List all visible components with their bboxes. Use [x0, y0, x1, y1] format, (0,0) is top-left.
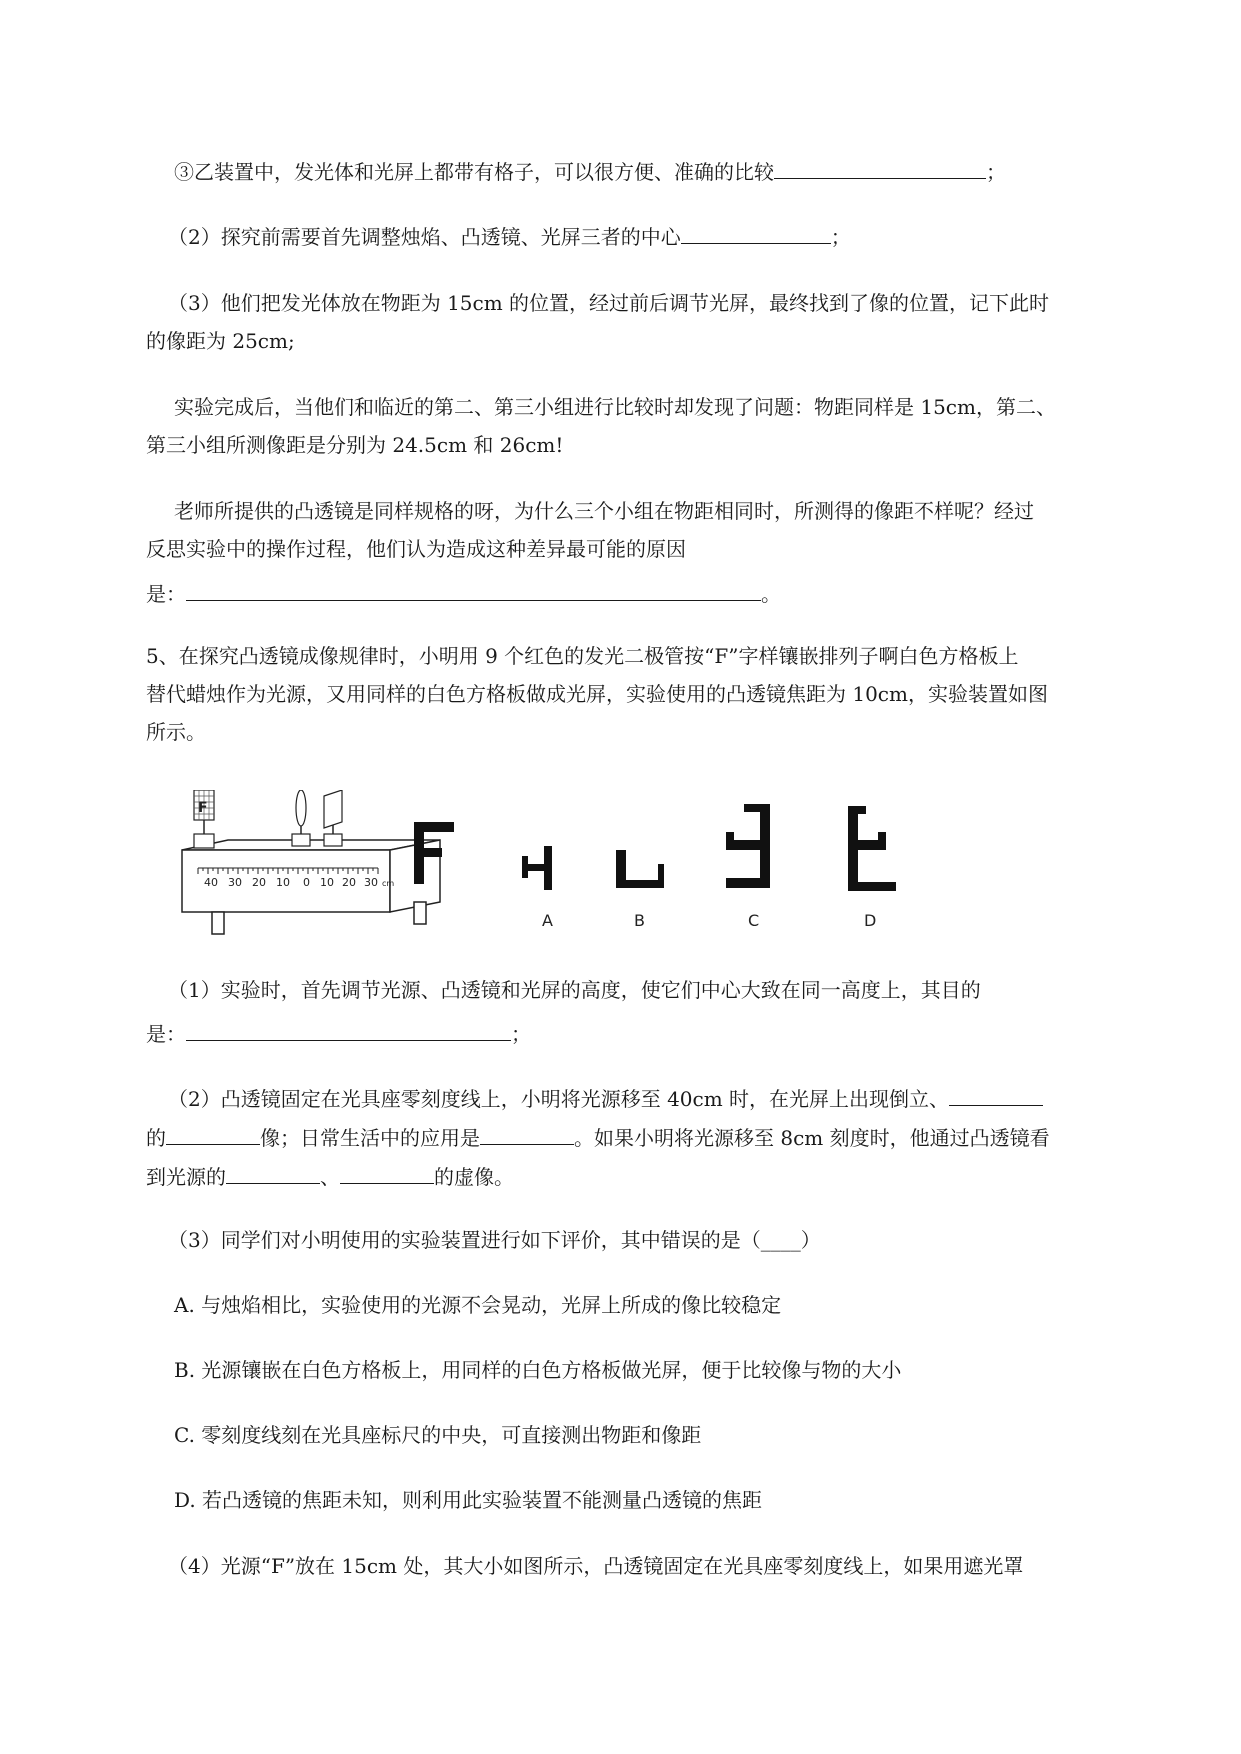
sub3-text: ） — [800, 1228, 821, 1252]
ruler-tick-label: 10 — [320, 876, 334, 889]
sub2-text: 的虚像。 — [434, 1165, 514, 1189]
sub2-text: 到光源的 — [146, 1165, 226, 1189]
q4-item2-text: （2）探究前需要首先调整烛焰、凸透镜、光屏三者的中心 — [168, 225, 681, 249]
answer-prefix: 是： — [146, 1022, 186, 1046]
answer-blank[interactable] — [774, 156, 986, 179]
q4-item2-line — [168, 221, 851, 251]
q5-intro-line3: 所示。 — [146, 720, 206, 744]
answer-blank[interactable] — [166, 1122, 260, 1145]
choice-d[interactable]: D. 若凸透镜的焦距未知，则利用此实验装置不能测量凸透镜的焦距 — [174, 1488, 763, 1512]
q5-sub1-line1: （1）实验时，首先调节光源、凸透镜和光屏的高度，使它们中心大致在同一高度上，其目的 — [168, 978, 981, 1002]
q5-sub2-line2 — [146, 1122, 1050, 1152]
screen-icon — [324, 790, 342, 828]
answer-prefix: 是： — [146, 582, 186, 606]
q4-item3-text: ③乙装置中，发光体和光屏上都带有格子，可以很方便、准确的比较 — [174, 160, 774, 184]
ruler-tick-label: 20 — [342, 876, 356, 889]
punctuation: ； — [830, 225, 851, 249]
choice-b[interactable]: B. 光源镶嵌在白色方格板上，用同样的白色方格板做光屏，便于比较像与物的大小 — [174, 1358, 902, 1382]
option-a-label: A — [542, 911, 553, 930]
q5-intro-line1: 5、在探究凸透镜成像规律时，小明用 9 个红色的发光二极管按“F”字样镶嵌排列子啊白色方格板上 — [146, 644, 1019, 668]
choice-a[interactable]: A. 与烛焰相比，实验使用的光源不会晃动，光屏上所成的像比较稳定 — [174, 1293, 782, 1317]
q5-sub2-line1 — [168, 1083, 1043, 1113]
answer-blank[interactable] — [949, 1083, 1043, 1106]
answer-blank[interactable] — [186, 578, 761, 601]
q4-para1-line1: 实验完成后，当他们和临近的第二、第三小组进行比较时却发现了问题：物距同样是 15cm，第二、 — [174, 395, 1056, 419]
ruler-tick-label: 40 — [204, 876, 218, 889]
optical-bench — [182, 790, 440, 934]
q4-para2-line2: 反思实验中的操作过程，他们认为造成这种差异最可能的原因 — [146, 537, 686, 561]
q5-sub2-line3 — [146, 1161, 514, 1191]
q5-sub4-line1: （4）光源“F”放在 15cm 处，其大小如图所示，凸透镜固定在光具座零刻度线上，如果用遮光罩 — [168, 1554, 1024, 1578]
answer-blank[interactable] — [480, 1122, 574, 1145]
lens-icon — [296, 790, 306, 826]
punctuation: 。 — [761, 582, 781, 606]
ruler-tick-label: 10 — [276, 876, 290, 889]
ruler-tick-label: 20 — [252, 876, 266, 889]
sub2-text: （2）凸透镜固定在光具座零刻度线上，小明将光源移至 40cm 时，在光屏上出现倒立、 — [168, 1087, 950, 1111]
q4-item3b-line1: （3）他们把发光体放在物距为 15cm 的位置，经过前后调节光屏，最终找到了像的位置，记下此时 — [168, 291, 1050, 315]
source-mini-letter: F — [198, 800, 208, 816]
sub2-text: 的 — [146, 1126, 166, 1150]
punctuation: ； — [511, 1022, 531, 1046]
image-d-glyph — [848, 806, 896, 891]
answer-blank[interactable] — [681, 221, 831, 244]
image-b-glyph — [616, 850, 664, 888]
ruler-tick-label: 0 — [303, 876, 310, 889]
q5-sub1-line2 — [146, 1018, 531, 1048]
ruler-tick-label: 30 — [228, 876, 242, 889]
ruler-unit: cm — [382, 879, 395, 888]
experiment-figure — [178, 790, 1018, 945]
answer-blank[interactable] — [340, 1161, 434, 1184]
q4-item3b-line2: 的像距为 25cm; — [146, 329, 295, 353]
image-a-glyph — [522, 846, 552, 890]
answer-paren-blank[interactable]: ____ — [760, 1228, 801, 1252]
q5-sub3-stem — [168, 1226, 821, 1254]
image-c-glyph — [726, 804, 770, 888]
sub2-text: 像；日常生活中的应用是 — [260, 1126, 480, 1150]
q4-para2-line1: 老师所提供的凸透镜是同样规格的呀，为什么三个小组在物距相同时，所测得的像距不样呢？经过 — [174, 499, 1034, 523]
q4-para1-line2: 第三小组所测像距是分别为 24.5cm 和 26cm! — [146, 433, 564, 457]
figure-svg — [178, 790, 1018, 940]
answer-blank[interactable] — [186, 1018, 511, 1041]
option-b-label: B — [634, 911, 645, 930]
q5-intro-line2: 替代蜡烛作为光源，又用同样的白色方格板做成光屏，实验使用的凸透镜焦距为 10cm，实验装置如图 — [146, 682, 1048, 706]
sub2-text: 。如果小明将光源移至 8cm 刻度时，他通过凸透镜看 — [574, 1126, 1050, 1150]
ruler-tick-label: 30 — [364, 876, 378, 889]
punctuation: ； — [986, 160, 1006, 184]
choice-c[interactable]: C. 零刻度线刻在光具座标尺的中央，可直接测出物距和像距 — [174, 1423, 702, 1447]
q4-item3-line — [174, 156, 1006, 186]
answer-blank[interactable] — [226, 1161, 320, 1184]
sub3-text: （3）同学们对小明使用的实验装置进行如下评价，其中错误的是（ — [168, 1228, 761, 1252]
option-c-label: C — [748, 911, 760, 930]
option-d-label: D — [864, 911, 877, 930]
sub2-text: 、 — [320, 1165, 340, 1189]
q4-para2-line3 — [146, 578, 781, 608]
